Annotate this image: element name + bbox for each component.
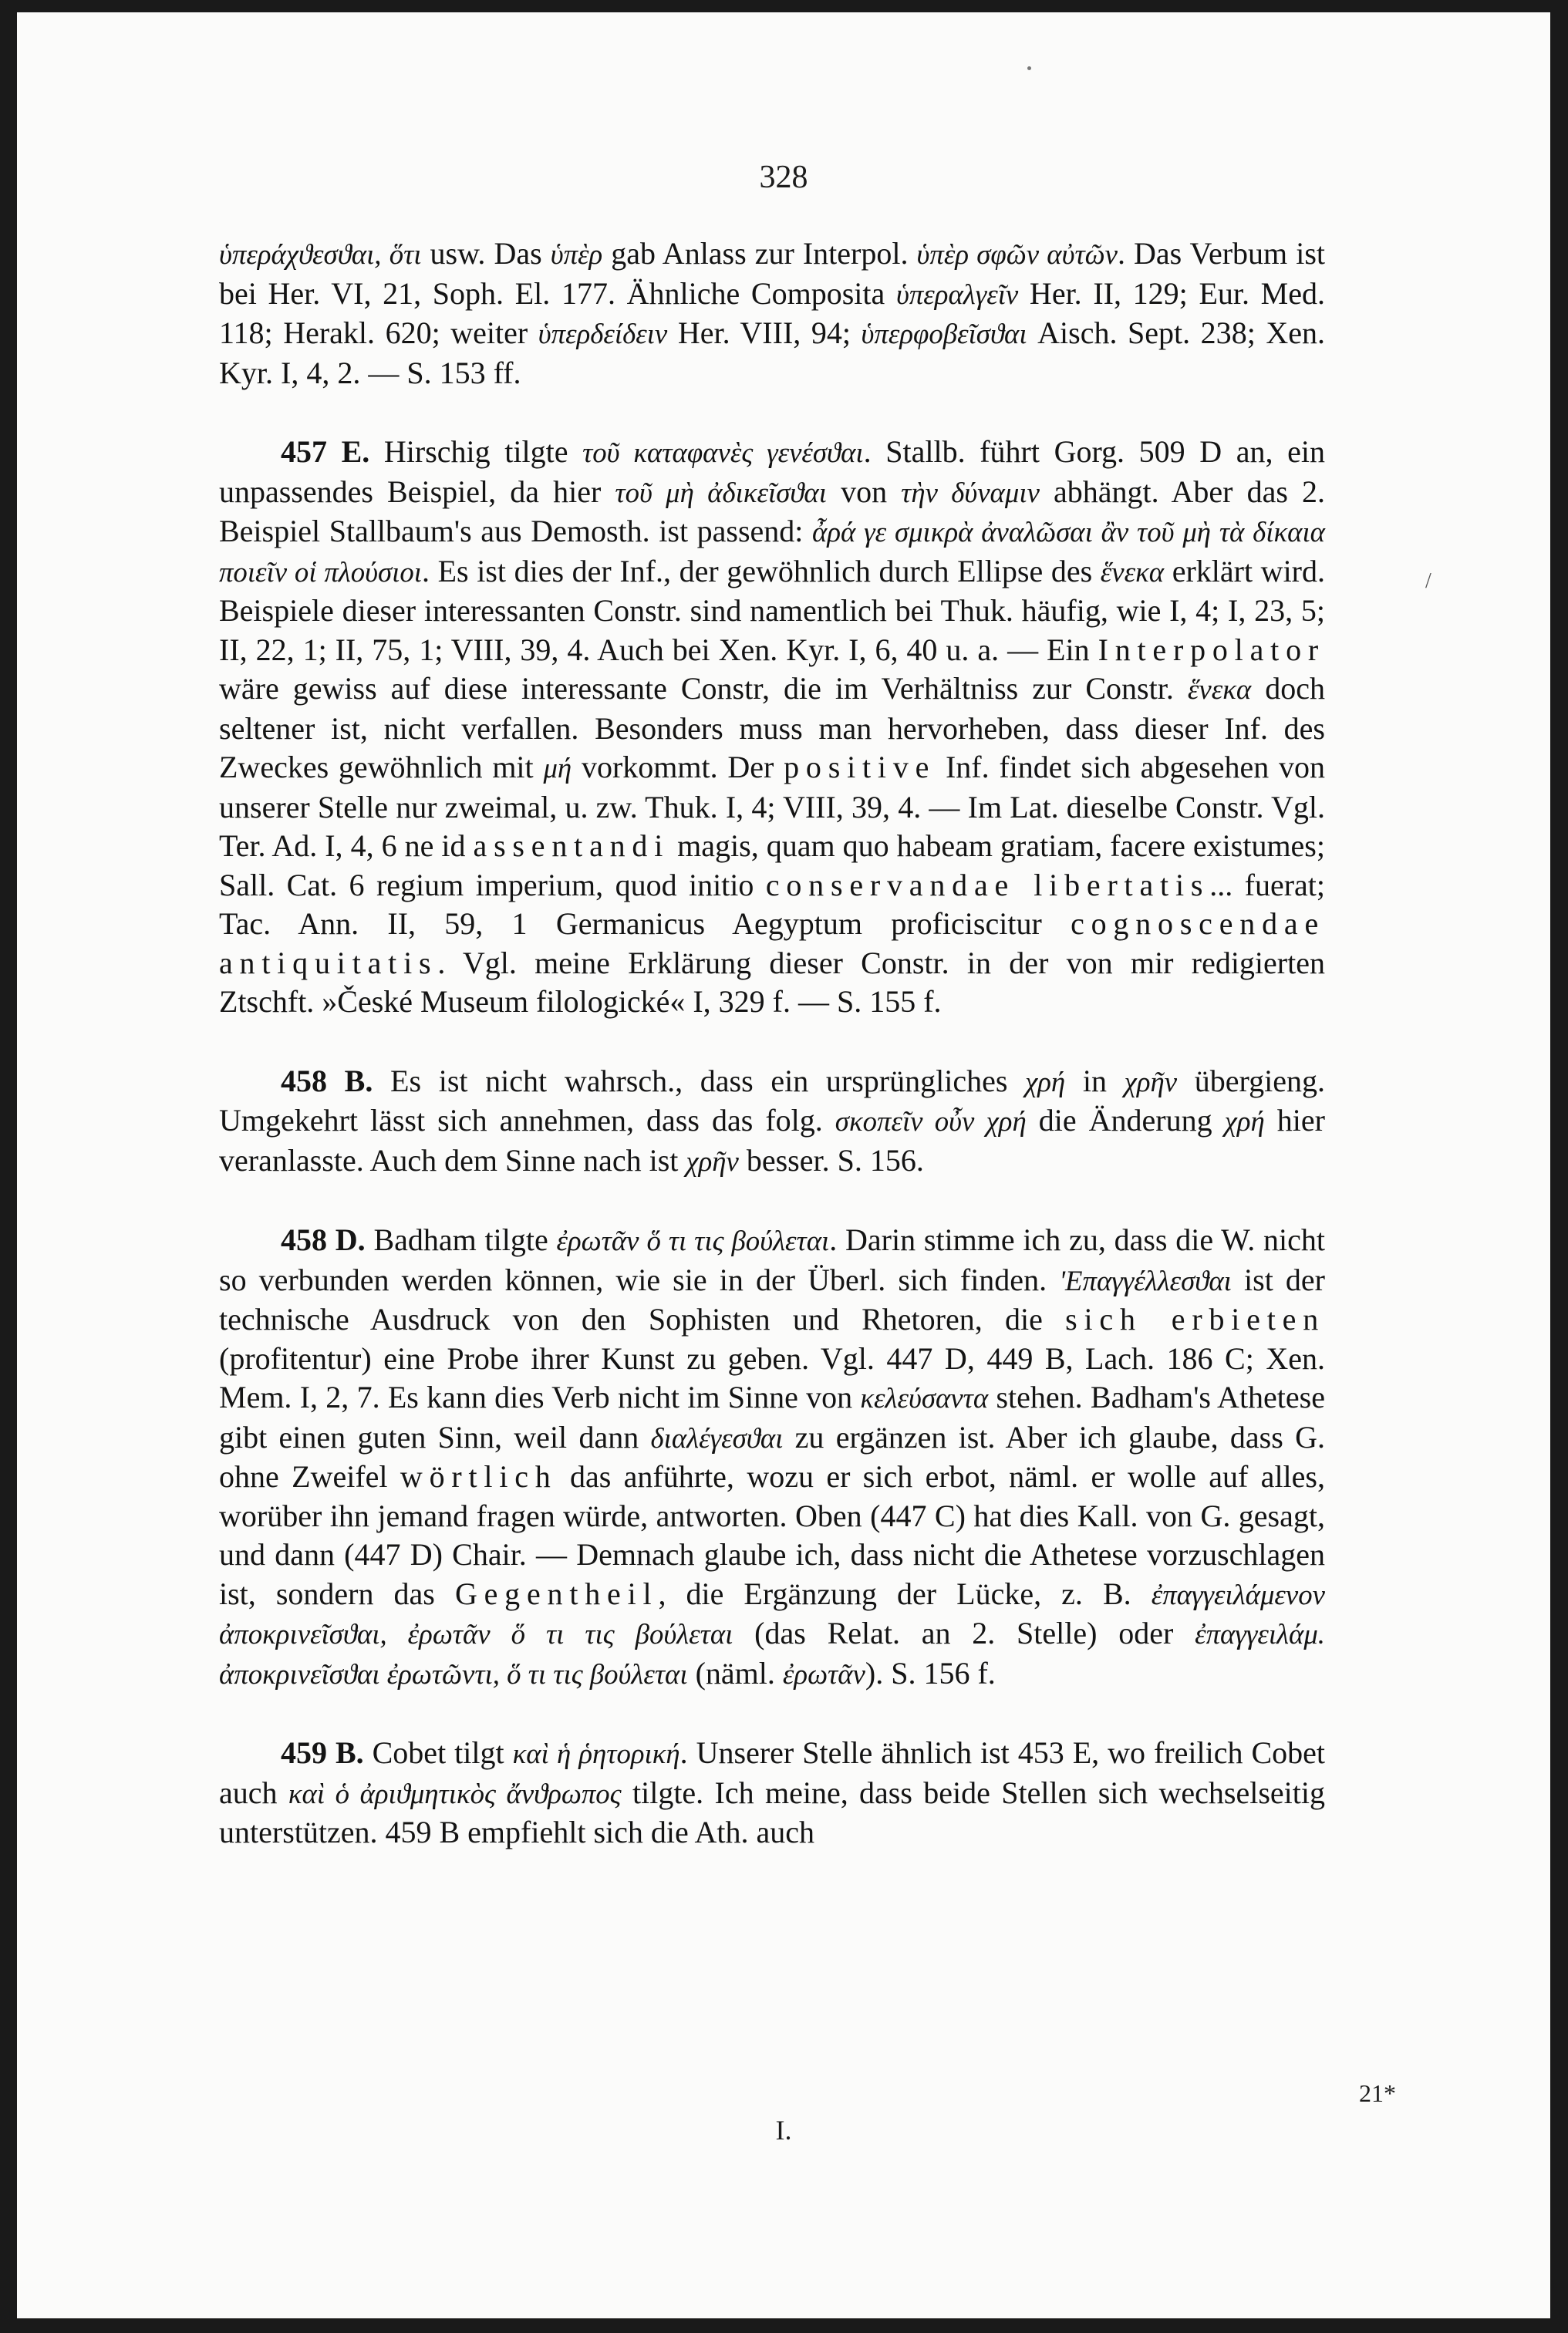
- text-run: Cobet tilgt: [363, 1735, 513, 1770]
- greek-quote: ὑπερφοβεῖσϑαι: [861, 318, 1027, 349]
- text-run: usw. Das: [421, 236, 551, 271]
- text-run: magis, quam quo habeam gratiam, facere existumes; Sall. Cat. 6 regium imperium, quod initio: [219, 828, 1325, 902]
- spaced-emphasis: positive: [784, 750, 936, 784]
- text-run: Inf. findet sich abgesehen von unserer Stelle nur zweimal, u. zw. Thuk. I, 4; VIII, 39, 4. — Im Lat. dieselbe Constr. Vgl. Ter. Ad. I, 4, 6 ne id: [219, 750, 1326, 863]
- text-run: Es ist nicht wahrsch., dass ein ursprüngliches: [373, 1063, 1026, 1098]
- greek-quote: τὴν δύναμιν: [901, 476, 1040, 508]
- paragraph-p-458d: [219, 1221, 1325, 1694]
- margin-mark: /: [1425, 569, 1431, 593]
- spaced-emphasis: Interpolator: [1098, 632, 1325, 667]
- text-run: die Änderung: [1026, 1103, 1225, 1138]
- text-run: ... fuerat; Tac. Ann. II, 59, 1 Germanicus Aegyptum proficiscitur: [219, 867, 1326, 941]
- text-run: . Unserer Stelle ähnlich ist 453 E, wo freilich Cobet auch: [219, 1735, 1326, 1810]
- greek-quote: χρῆν: [1124, 1065, 1178, 1097]
- greek-quote: ἕνεκα: [1100, 555, 1165, 588]
- page-number: 328: [759, 160, 808, 195]
- text-run: von: [826, 474, 902, 509]
- text-run: Aisch. Sept. 238; Xen. Kyr. I, 4, 2. — S. 153 ff.: [219, 315, 1326, 390]
- text-run: tilgte. Ich meine, dass beide Stellen sich wechselseitig unterstützen. 459 B empfiehlt sich die Ath. auch: [219, 1775, 1325, 1849]
- greek-quote: χρῆν: [686, 1145, 739, 1177]
- greek-quote: τοῦ καταφανὲς γενέσϑαι: [582, 437, 864, 468]
- greek-quote: ὑπὲρ σφῶν αὐτῶν: [916, 238, 1118, 270]
- text-run: ). S. 156 f.: [865, 1655, 996, 1691]
- commentary-text: [219, 234, 1325, 1853]
- speck-mark: [1027, 66, 1031, 70]
- greek-quote: κελεύσαντα: [860, 1382, 989, 1414]
- text-run: besser. S. 156.: [738, 1142, 924, 1178]
- text-run: erklärt wird. Beispiele dieser interessanten Constr. sind namentlich bei Thuk. häufig, wie I, 4; I, 23, 5; II, 22, 1; II, 75, 1; VIII, 39, 4. Auch bei Xen. Kyr. I, 6, 40 u. a. — Ein: [219, 553, 1325, 667]
- text-run: ist der technische Ausdruck von den Sophisten und Rhetoren, die: [219, 1262, 1325, 1337]
- text-run: das anführte, wozu er sich erbot, näml. er wolle auf alles, worüber ihn jemand fragen würde, antworten. Oben (447 C) hat dies Kall. von G. gesagt, und dann (447 D) Chair. — Demnach glaube ich, dass nicht die Athetese vorzuschlagen ist, sondern das: [219, 1459, 1325, 1611]
- greek-quote: σκοπεῖν οὖν χρή: [835, 1105, 1027, 1137]
- text-run: Badham tilgte: [365, 1222, 557, 1257]
- spaced-emphasis: cognoscendae antiquitatis: [219, 906, 1325, 980]
- greek-quote: διαλέγεσϑαι: [650, 1421, 784, 1454]
- text-run: , die Ergänzung der Lücke, z. B.: [658, 1576, 1152, 1611]
- spaced-emphasis: Gegentheil: [454, 1576, 659, 1611]
- section-reference: 458 D.: [281, 1222, 366, 1257]
- text-run: abhängt. Aber das 2. Beispiel Stallbaum's aus Demosth. ist passend:: [219, 474, 1326, 548]
- text-run: hier veranlasste. Auch dem Sinne nach ist: [219, 1103, 1325, 1178]
- text-run: übergieng. Umgekehrt lässt sich annehmen, dass das folg.: [219, 1063, 1325, 1138]
- greek-quote: 'Επαγγέλλεσϑαι: [1059, 1264, 1232, 1296]
- greek-quote: τοῦ μὴ ἀδικεῖσϑαι: [615, 476, 827, 508]
- paragraph-p-459b: [219, 1734, 1325, 1853]
- text-run: stehen. Badham's Athetese gibt einen guten Sinn, weil dann: [219, 1380, 1325, 1455]
- text-run: Her. VIII, 94;: [667, 315, 862, 350]
- text-run: (profitentur) eine Probe ihrer Kunst zu geben. Vgl. 447 D, 449 B, Lach. 186 C; Xen. Mem. I, 2, 7. Es kann dies Verb nicht im Sinne von: [219, 1340, 1325, 1414]
- greek-quote: καὶ ὁ ἀριϑμητικὸς ἄνϑρωπος: [288, 1777, 622, 1809]
- footer-mark: I.: [775, 2115, 792, 2146]
- signature-mark: 21*: [1359, 2079, 1396, 2107]
- greek-quote: ἐπαγγειλάμενον ἀποκρινεῖσϑαι, ἐρωτᾶν ὅ τι τις βούλεται: [219, 1578, 1325, 1650]
- greek-quote: ἕνεκα: [1187, 673, 1252, 705]
- text-run: (näml.: [687, 1655, 783, 1691]
- greek-quote: ἆρά γε σμικρὰ ἀναλῶσαι ἂν τοῦ μὴ τὰ δίκαια ποιεῖν οἱ πλούσιοι: [219, 516, 1325, 588]
- greek-quote: ὑπερδείδειν: [538, 318, 668, 349]
- paragraph-p-458b: [219, 1062, 1325, 1182]
- text-run: . Das Verbum ist bei Her. VI, 21, Soph. El. 177. Ähnliche Composita: [219, 236, 1325, 311]
- section-reference: 457 E.: [281, 434, 370, 469]
- text-run: doch seltener ist, nicht verfallen. Besonders muss man hervorheben, dass dieser Inf. des Zweckes gewöhnlich mit: [219, 671, 1325, 784]
- greek-quote: καὶ ἡ ῥητορική: [512, 1738, 680, 1769]
- greek-quote: ὑπὲρ: [550, 238, 603, 270]
- section-reference: 459 B.: [281, 1735, 364, 1770]
- text-run: wäre gewiss auf diese interessante Constr, die im Verhältniss zur Constr.: [219, 671, 1188, 706]
- greek-quote: ἐρωτᾶν ὅ τι τις βούλεται: [556, 1225, 830, 1256]
- greek-quote: ὑπεραλγεῖν: [895, 278, 1019, 310]
- paragraph-p-cont: [219, 234, 1325, 393]
- text-run: Her. II, 129; Eur. Med. 118; Herakl. 620; weiter: [219, 275, 1326, 350]
- text-run: . Stallb. führt Gorg. 509 D an, ein unpassendes Beispiel, da hier: [219, 434, 1325, 509]
- spaced-emphasis: wörtlich: [400, 1459, 558, 1494]
- greek-quote: χρή: [1224, 1105, 1265, 1137]
- greek-quote: ὑπεράχϑεσϑαι, ὅτι: [219, 238, 422, 270]
- greek-quote: χρή: [1025, 1065, 1066, 1097]
- spaced-emphasis: sich erbieten: [1065, 1302, 1325, 1337]
- text-run: zu ergänzen ist. Aber ich glaube, dass G. ohne Zweifel: [219, 1419, 1325, 1494]
- section-reference: 458 B.: [281, 1063, 373, 1098]
- greek-quote: ἐπαγγειλάμ. ἀποκρινεῖσϑαι ἐρωτῶντι, ὅ τι τις βούλεται: [219, 1618, 1325, 1690]
- text-run: gab Anlass zur Interpol.: [602, 236, 917, 271]
- text-run: Hirschig tilgte: [369, 434, 583, 469]
- spaced-emphasis: assentandi: [473, 828, 670, 863]
- text-run: vorkommt. Der: [572, 750, 784, 784]
- book-page: [17, 12, 1550, 2318]
- text-run: . Vgl. meine Erklärung dieser Constr. in der von mir redigierten Ztschft. »České Museum filologické« I, 329 f. — S. 155 f.: [219, 945, 1325, 1019]
- spaced-emphasis: conservandae libertatis: [765, 867, 1210, 902]
- paragraph-p-457e: [219, 433, 1325, 1022]
- greek-quote: μή: [543, 752, 572, 784]
- greek-quote: ἐρωτᾶν: [782, 1657, 865, 1690]
- text-run: . Es ist dies der Inf., der gewöhnlich durch Ellipse des: [422, 553, 1101, 588]
- text-run: in: [1065, 1063, 1125, 1098]
- text-run: . Darin stimme ich zu, dass die W. nicht so verbunden werden können, wie sie in der Überl. sich finden.: [219, 1222, 1326, 1297]
- text-run: (das Relat. an 2. Stelle) oder: [733, 1616, 1195, 1650]
